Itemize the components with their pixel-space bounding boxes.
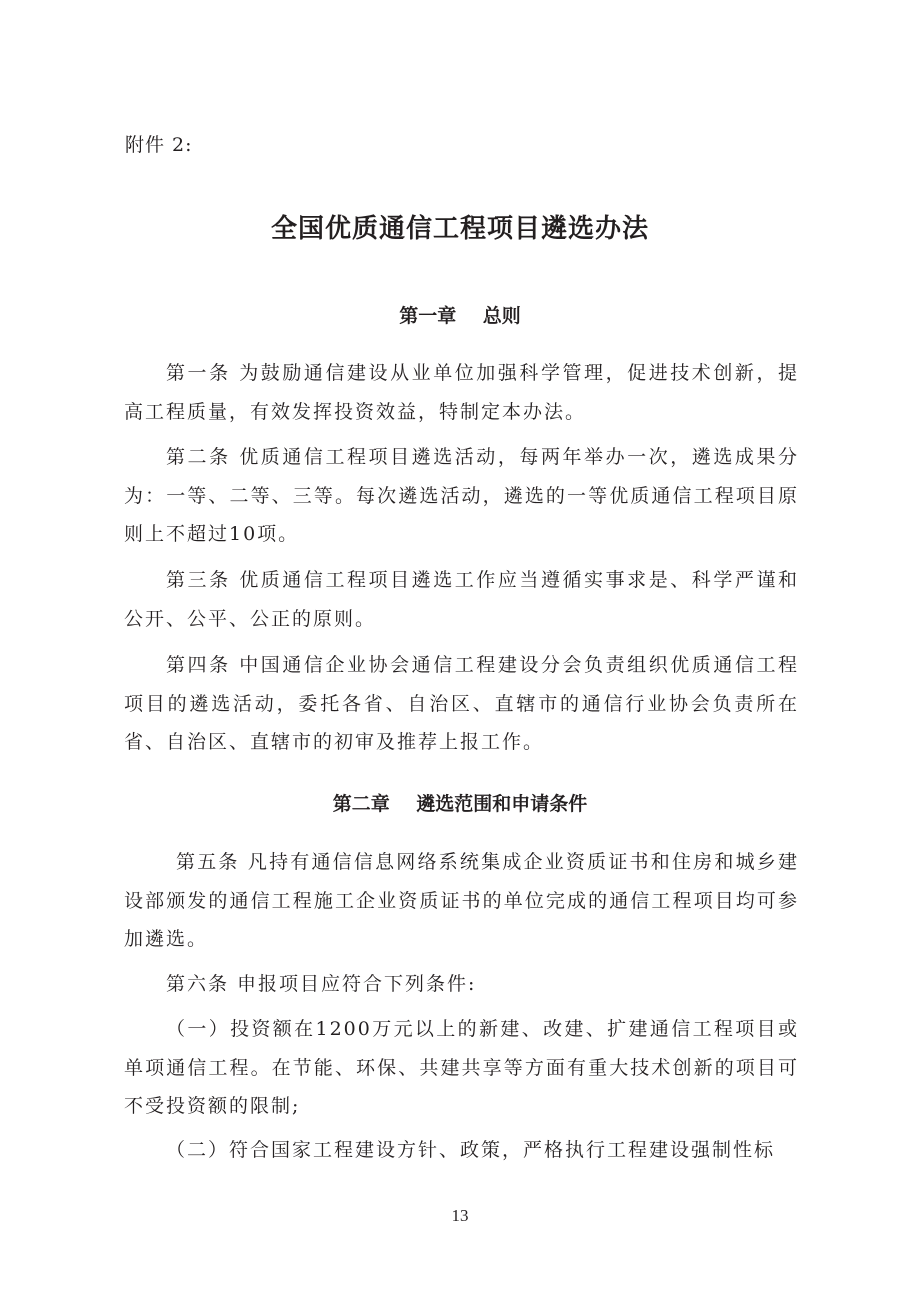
- chapter-heading: 第二章 遴选范围和申请条件: [332, 793, 588, 815]
- list-item-paragraph: （二）符合国家工程建设方针、政策，严格执行工程建设强制性标: [166, 1139, 776, 1161]
- document-title: 全国优质通信工程项目遴选办法: [270, 214, 649, 244]
- article-paragraph: 第一条 为鼓励通信建设从业单位加强科学管理，促进技术创新，提高工程质量，有效发挥投资效益，特制定本办法。: [124, 362, 799, 423]
- list-item-paragraph: （一）投资额在1200万元以上的新建、改建、扩建通信工程项目或单项通信工程。在节能、环保、共建共享等方面有重大技术创新的项目可不受投资额的限制;: [124, 1018, 799, 1118]
- article-paragraph: 第二条 优质通信工程项目遴选活动，每两年举办一次，遴选成果分为：一等、二等、三等。每次遴选活动，遴选的一等优质通信工程项目原则上不超过10项。: [124, 446, 799, 546]
- page-number: 13: [451, 1206, 469, 1225]
- attachment-label: 附件 2:: [125, 134, 193, 156]
- article-paragraph: 第四条 中国通信企业协会通信工程建设分会负责组织优质通信工程项目的遴选活动，委托各省、自治区、直辖市的通信行业协会负责所在省、自治区、直辖市的初审及推荐上报工作。: [124, 654, 799, 754]
- chapter-heading: 第一章 总则: [399, 305, 521, 327]
- article-paragraph: 第三条 优质通信工程项目遴选工作应当遵循实事求是、科学严谨和公开、公平、公正的原则。: [124, 569, 799, 630]
- article-paragraph: 第六条 申报项目应符合下列条件:: [166, 973, 477, 995]
- article-paragraph: 第五条 凡持有通信信息网络系统集成企业资质证书和住房和城乡建设部颁发的通信工程施工企业资质证书的单位完成的通信工程项目均可参加遴选。: [124, 851, 799, 951]
